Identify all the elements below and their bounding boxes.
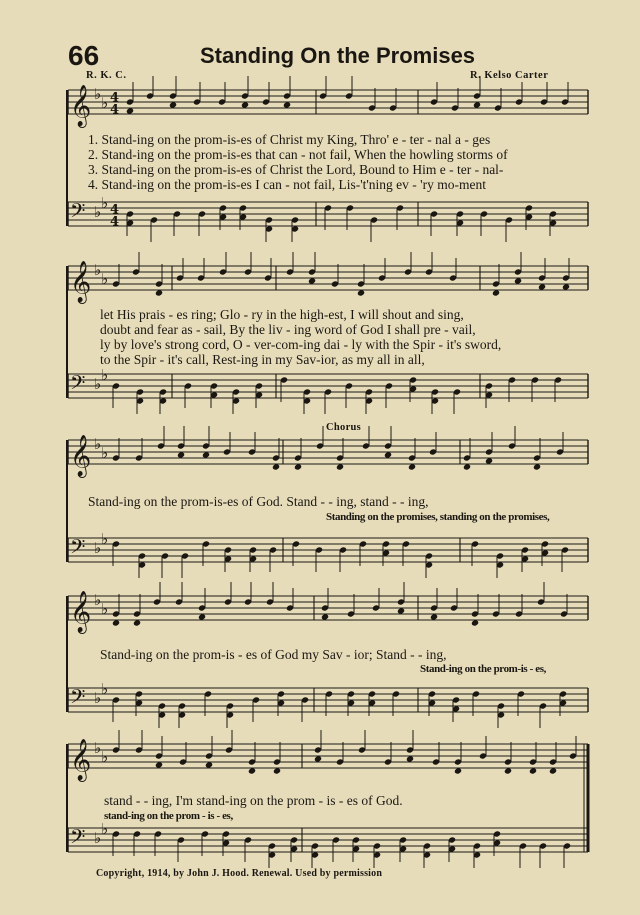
svg-text:♭: ♭: [94, 435, 102, 453]
svg-text:𝄢: 𝄢: [70, 371, 86, 400]
hymn-title: Standing On the Promises: [200, 43, 476, 68]
svg-text:♭: ♭: [101, 444, 109, 462]
svg-text:4: 4: [110, 102, 120, 118]
svg-text:♭: ♭: [94, 689, 102, 707]
copyright-notice: Copyright, 1914, by John J. Hood. Renewal. Used by permission: [96, 868, 383, 879]
verse-4-line-2: to the Spir - it's call, Rest-ing in my Sav-ior, as my all in all,: [100, 352, 425, 367]
svg-text:♭: ♭: [94, 539, 102, 557]
svg-text:♭: ♭: [94, 261, 102, 279]
chorus-tenor-line-2: Stand-ing on the prom-is - es,: [420, 663, 546, 675]
svg-text:𝄞: 𝄞: [70, 261, 92, 303]
svg-text:♭: ♭: [101, 94, 109, 112]
svg-text:𝄞: 𝄞: [70, 591, 92, 633]
composer-credit: R. Kelso Carter: [470, 70, 549, 81]
svg-text:♭: ♭: [94, 375, 102, 393]
chorus-line-3: stand - - ing, I'm stand-ing on the prom - is - es of God.: [104, 793, 403, 808]
verse-4-line-1: 4. Stand-ing on the prom-is-es I can - not fail, Lis-'t'ning ev - 'ry mo-ment: [88, 177, 486, 192]
svg-text:𝄢: 𝄢: [70, 535, 86, 564]
verse-3-line-1: 3. Stand-ing on the prom-is-es of Christ the Lord, Bound to Him e - ter - nal-: [88, 162, 504, 177]
svg-text:♭: ♭: [101, 530, 109, 548]
verse-2-line-1: 2. Stand-ing on the prom-is-es that can - not fail, When the howling storms of: [88, 147, 508, 162]
svg-text:♭: ♭: [94, 85, 102, 103]
chorus-tenor-line-3: stand-ing on the prom - is - es,: [104, 810, 233, 822]
svg-text:♭: ♭: [101, 820, 109, 838]
svg-text:4: 4: [110, 214, 120, 230]
verse-1-line-1: 1. Stand-ing on the prom-is-es of Christ my King, Thro' e - ter - nal a - ges: [88, 132, 491, 147]
verse-1-line-2: let His prais - es ring; Glo - ry in the high-est, I will shout and sing,: [100, 307, 464, 322]
svg-text:♭: ♭: [101, 194, 109, 212]
svg-text:♭: ♭: [101, 366, 109, 384]
svg-text:♭: ♭: [101, 748, 109, 766]
chorus-tenor-line-1: Standing on the promises, standing on the promises,: [326, 511, 550, 523]
svg-text:𝄞: 𝄞: [70, 85, 92, 127]
svg-text:𝄢: 𝄢: [70, 199, 86, 228]
svg-text:4: 4: [110, 90, 120, 106]
svg-text:♭: ♭: [101, 270, 109, 288]
svg-text:♭: ♭: [94, 739, 102, 757]
chorus-line-2: Stand-ing on the prom-is - es of God my Sav - ior; Stand - - ing,: [100, 647, 447, 662]
lyricist-credit: R. K. C.: [86, 70, 127, 81]
svg-text:𝄢: 𝄢: [70, 825, 86, 854]
svg-text:♭: ♭: [94, 591, 102, 609]
hymn-number: 66: [68, 40, 100, 71]
chorus-line-1: Stand-ing on the prom-is-es of God. Stand - - ing, stand - - ing,: [88, 494, 429, 509]
verse-2-line-2: doubt and fear as - sail, By the liv - ing word of God I shall pre - vail,: [100, 322, 476, 337]
svg-text:𝄞: 𝄞: [70, 739, 92, 781]
svg-text:𝄢: 𝄢: [70, 685, 86, 714]
verse-3-line-2: ly by love's strong cord, O - ver-com-ing dai - ly with the Spir - it's sword,: [100, 337, 502, 352]
chorus-label: Chorus: [326, 422, 362, 433]
svg-text:♭: ♭: [101, 680, 109, 698]
svg-text:♭: ♭: [94, 829, 102, 847]
svg-text:𝄞: 𝄞: [70, 435, 92, 477]
svg-text:4: 4: [110, 202, 120, 218]
svg-text:♭: ♭: [101, 600, 109, 618]
svg-text:♭: ♭: [94, 203, 102, 221]
